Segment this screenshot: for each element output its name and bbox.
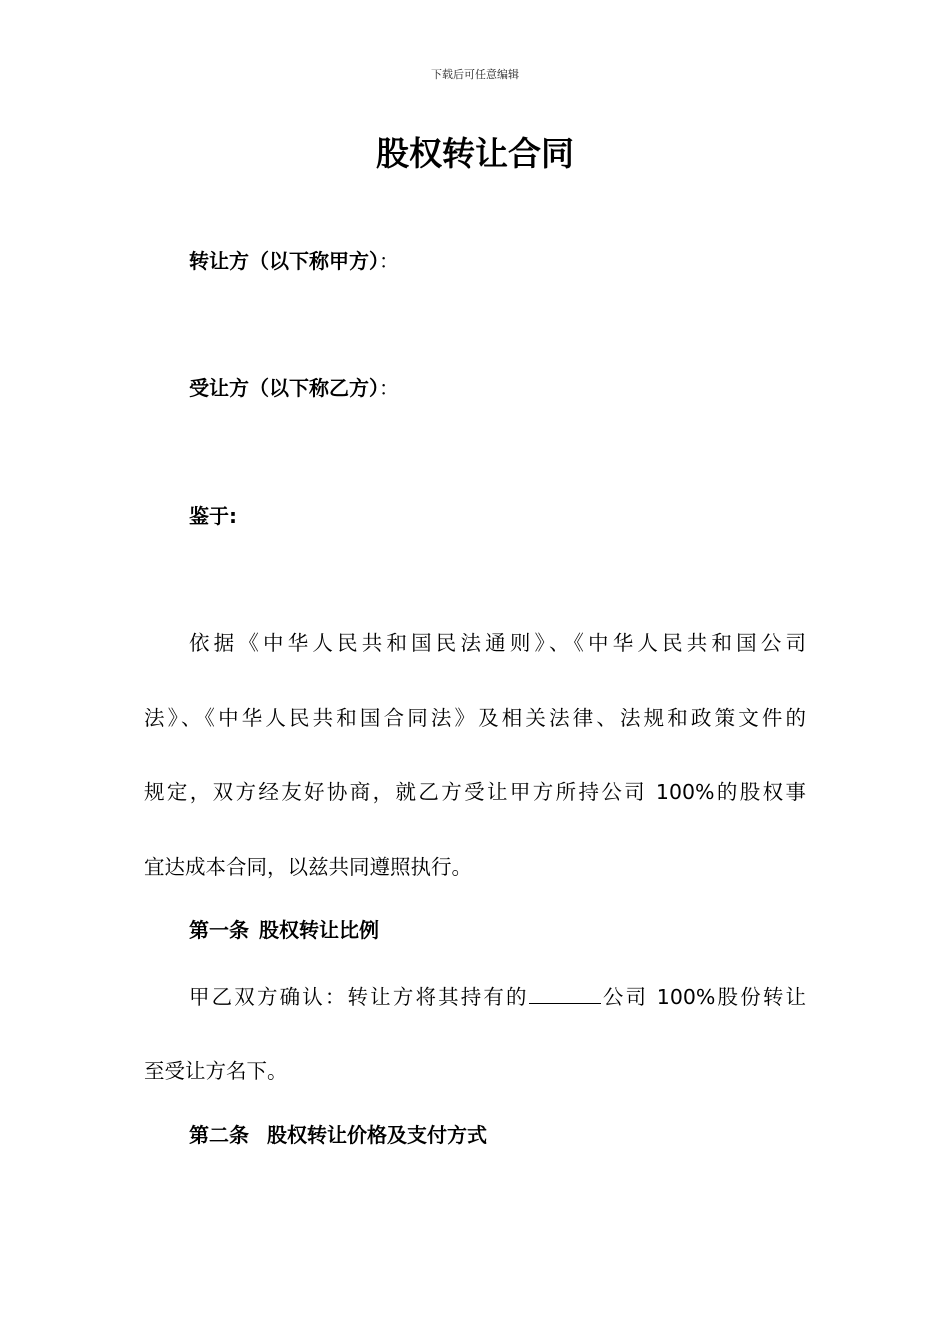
header-note: 下载后可任意编辑 bbox=[431, 68, 519, 81]
transferor-line bbox=[189, 245, 399, 274]
article-2-title: 股权转让价格及支付方式 bbox=[267, 1123, 487, 1147]
company-name-blank bbox=[529, 985, 601, 1004]
recital-line-1: 依据《中华人民共和国民法通则》、《中华人民共和国公司 bbox=[189, 631, 806, 655]
whereas-line bbox=[189, 500, 237, 529]
transferee-label: 受让方（以下称乙方） bbox=[189, 376, 379, 400]
article-1-heading bbox=[189, 914, 379, 943]
article-2-heading bbox=[189, 1119, 487, 1148]
recital-line-3: 规定，双方经友好协商，就乙方受让甲方所持公司 100%的股权事 bbox=[144, 780, 806, 804]
article-1-line-2: 至受让方名下。 bbox=[144, 1059, 288, 1083]
article-2-number: 第二条 bbox=[189, 1123, 249, 1147]
transferee-colon: ： bbox=[379, 376, 399, 400]
transferor-label: 转让方（以下称甲方） bbox=[189, 249, 379, 273]
transferee-line bbox=[189, 372, 399, 401]
recital-line-4: 宜达成本合同，以兹共同遵照执行。 bbox=[144, 855, 472, 879]
article-1-text-before: 甲乙双方确认：转让方将其持有的 bbox=[189, 985, 529, 1009]
recital-line-2: 法》、《中华人民共和国合同法》及相关法律、法规和政策文件的 bbox=[144, 706, 806, 730]
transferor-colon: ： bbox=[379, 249, 399, 273]
whereas-label: 鉴于: bbox=[189, 504, 237, 528]
article-1-line-1 bbox=[189, 980, 806, 1010]
document-title: 股权转让合同 bbox=[376, 134, 574, 173]
article-1-title: 股权转让比例 bbox=[259, 918, 379, 942]
article-1-text-after: 公司 100%股份转让 bbox=[600, 985, 807, 1009]
article-1-number: 第一条 bbox=[189, 918, 249, 942]
